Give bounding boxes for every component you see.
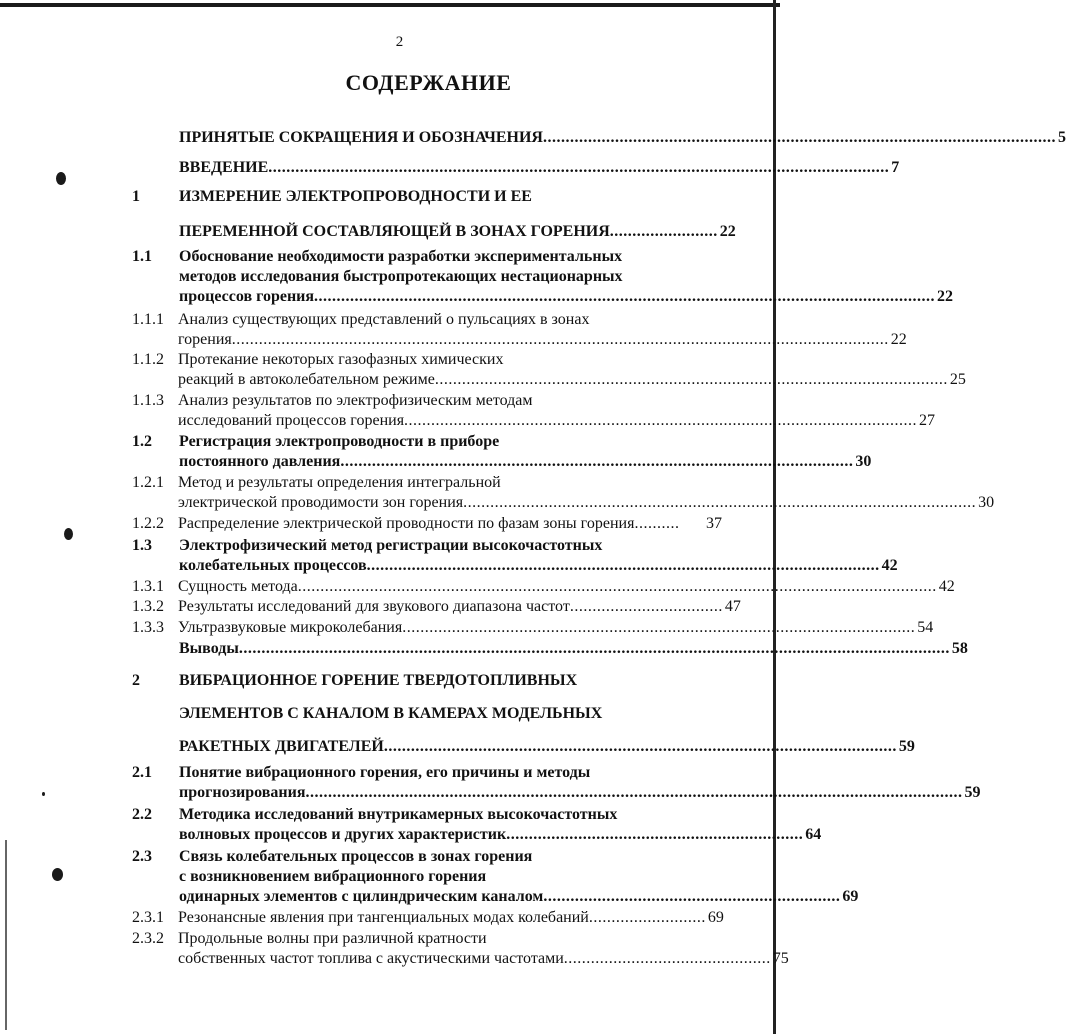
scan-edge-top	[0, 3, 780, 7]
toc-title-line: ПЕРЕМЕННОЙ СОСТАВЛЯЮЩЕЙ В ЗОНАХ ГОРЕНИЯ	[179, 223, 610, 240]
toc-leader-dots: ..........................................................................................................................................	[268, 159, 890, 176]
toc-title-line: ВИБРАЦИОННОЕ ГОРЕНИЕ ТВЕРДОТОПЛИВНЫХ	[179, 672, 578, 689]
scan-blot	[56, 172, 66, 185]
toc-page-number: 30	[978, 494, 995, 511]
toc-page-number: 22	[937, 288, 954, 305]
toc-entry[interactable]	[132, 847, 859, 907]
toc-page-number: 69	[842, 888, 859, 905]
toc-leader-dots: ..................................................................................................................	[402, 619, 916, 636]
toc-title-line: методов исследования быстропротекающих нестационарных	[179, 268, 623, 285]
toc-page-number: 5	[1057, 129, 1066, 146]
toc-page-number: 59	[964, 784, 981, 801]
toc-number: 1.3	[132, 537, 152, 554]
toc-entry[interactable]	[132, 180, 736, 248]
toc-number: 2	[132, 672, 140, 689]
toc-title-line: Выводы	[179, 640, 239, 657]
toc-page-number: 54	[917, 619, 934, 636]
scan-blot	[42, 792, 45, 796]
toc-number: 2.3.1	[132, 909, 164, 926]
toc-title-line: Связь колебательных процессов в зонах горения	[179, 848, 533, 865]
toc-leader-dots: ..................................................................................................................	[340, 453, 854, 470]
toc-page-number: 69	[707, 909, 724, 926]
toc-leader-dots: ..................................	[569, 598, 723, 615]
toc-leader-dots: ..............................................	[563, 950, 771, 967]
toc-page-number: 47	[724, 598, 741, 615]
toc-title-line: Ультразвуковые микроколебания	[178, 619, 403, 636]
toc-title-line: ЭЛЕМЕНТОВ С КАНАЛОМ В КАМЕРАХ МОДЕЛЬНЫХ	[179, 705, 603, 722]
toc-number: 1.3.2	[132, 598, 164, 615]
toc-number: 1.3.3	[132, 619, 164, 636]
toc-title-line: ВВЕДЕНИЕ	[179, 159, 269, 176]
toc-page-number: 7	[891, 159, 900, 176]
toc-title-line: Метод и результаты определения интегральной	[178, 474, 501, 491]
toc-leader-dots: ..................................................................................................................	[463, 494, 977, 511]
toc-title-line: ИЗМЕРЕНИЕ ЭЛЕКТРОПРОВОДНОСТИ И ЕЕ	[179, 188, 532, 205]
toc-page-number: 58	[951, 640, 968, 657]
toc-leader-dots: ..................................................................................................................	[383, 738, 897, 755]
page-title: СОДЕРЖАНИЕ	[345, 70, 512, 95]
toc-page-number: 42	[881, 557, 898, 574]
toc-entry[interactable]	[132, 805, 822, 845]
toc-title-line: Сущность метода	[178, 578, 298, 595]
toc-entry[interactable]	[132, 639, 968, 659]
toc-entry[interactable]	[132, 473, 995, 513]
toc-entry[interactable]	[132, 763, 981, 803]
toc-title-line: постоянного давления	[179, 453, 341, 470]
toc-title-line: процессов горения	[179, 288, 315, 305]
toc-leader-dots: ..........................................................................................................................................	[314, 288, 936, 305]
toc-entry[interactable]	[132, 310, 907, 350]
toc-title-line: электрической проводимости зон горения	[178, 494, 464, 511]
toc-page-number: 37	[706, 515, 722, 532]
toc-title-line: Продольные волны при различной кратности	[178, 930, 487, 947]
toc-entry[interactable]	[132, 618, 934, 638]
toc-title-line: колебательных процессов	[179, 557, 367, 574]
toc-leader-dots: ..........................	[588, 909, 706, 926]
toc-entry[interactable]	[132, 577, 955, 597]
toc-leader-dots: ..................................................................................................................	[542, 129, 1056, 146]
toc-number: 1.1.3	[132, 392, 164, 409]
toc-title-line: с возникновением вибрационного горения	[179, 868, 487, 885]
toc-title-line: Методика исследований внутрикамерных высокочастотных	[179, 806, 618, 823]
toc-title-line: Регистрация электропроводности в приборе	[179, 433, 500, 450]
toc-entry[interactable]	[132, 597, 741, 617]
toc-entry[interactable]	[132, 121, 1066, 154]
toc-title-line: исследований процессов горения	[178, 412, 405, 429]
toc-leader-dots: ..................................................................................................................................................	[231, 331, 889, 348]
toc-page-number: 25	[949, 371, 966, 388]
scan-edge-left	[5, 840, 7, 1030]
toc-entry[interactable]	[132, 247, 954, 307]
toc-entry[interactable]	[132, 536, 898, 576]
toc-number: 1	[132, 188, 140, 205]
toc-entry[interactable]	[132, 929, 789, 969]
toc-number: 2.1	[132, 764, 152, 781]
toc-page-number: 22	[890, 331, 907, 348]
toc-number: 1.1.1	[132, 311, 164, 328]
toc-leader-dots: ..................................................................................................................................................	[305, 784, 963, 801]
toc-title-line: собственных частот топлива с акустическими частотами	[178, 950, 564, 967]
toc-title-line: ПРИНЯТЫЕ СОКРАЩЕНИЯ И ОБОЗНАЧЕНИЯ	[179, 129, 543, 146]
toc-title-line: Электрофизический метод регистрации высокочастотных	[179, 537, 603, 554]
toc-title-line: Анализ существующих представлений о пульсациях в зонах	[178, 311, 590, 328]
toc-title-line: Анализ результатов по электрофизическим методам	[178, 392, 533, 409]
toc-number: 1.1	[132, 248, 152, 265]
toc-page-number: 22	[719, 223, 736, 240]
toc-title-line: горения	[178, 331, 232, 348]
toc-entry[interactable]	[132, 350, 966, 390]
toc-title-line: Обоснование необходимости разработки экспериментальных	[179, 248, 623, 265]
toc-number: 2.2	[132, 806, 152, 823]
toc-page-number: 30	[855, 453, 872, 470]
toc-title-line: Протекание некоторых газофазных химических	[178, 351, 504, 368]
toc-leader-dots: ..............................................................................................................................................	[297, 578, 937, 595]
scan-blot	[64, 528, 73, 540]
toc-leader-dots: ..........	[634, 515, 680, 532]
toc-entry[interactable]	[132, 664, 915, 763]
toc-number: 2.3.2	[132, 930, 164, 947]
toc-leader-dots: ........................	[609, 223, 718, 240]
toc-number: 1.1.2	[132, 351, 164, 368]
toc-title-line: прогнозирования	[179, 784, 306, 801]
toc-number: 1.2.1	[132, 474, 164, 491]
toc-entry[interactable]	[132, 908, 722, 928]
toc-leader-dots: ..................................................................................................................	[404, 412, 918, 429]
toc-page-number: 64	[805, 826, 822, 843]
toc-number: 1.3.1	[132, 578, 164, 595]
toc-entry[interactable]	[132, 391, 936, 431]
toc-title-line: Результаты исследований для звукового диапазона частот	[178, 598, 570, 615]
toc-page-number: 75	[772, 950, 789, 967]
toc-page-number: 42	[938, 578, 955, 595]
toc-page-number: 27	[919, 412, 936, 429]
toc-title-line: волновых процессов и других характеристик	[179, 826, 507, 843]
page-number: 2	[395, 34, 404, 50]
toc-number: 1.2	[132, 433, 152, 450]
toc-title-line: одинарных элементов с цилиндрическим каналом	[179, 888, 544, 905]
toc-title-line: Понятие вибрационного горения, его причины и методы	[179, 764, 591, 781]
toc-page-number: 59	[898, 738, 915, 755]
toc-leader-dots: ..................................................................................................................	[366, 557, 880, 574]
toc-number: 1.2.2	[132, 515, 164, 532]
toc-leader-dots: ..................................................................................................................	[434, 371, 948, 388]
toc-title-line: реакций в автоколебательном режиме	[178, 371, 435, 388]
toc-number: 2.3	[132, 848, 152, 865]
toc-title-line: РАКЕТНЫХ ДВИГАТЕЛЕЙ	[179, 738, 384, 755]
toc-leader-dots: ..............................................................................................................................................................	[238, 640, 950, 657]
toc-entry[interactable]	[132, 514, 722, 534]
toc-entry[interactable]	[132, 432, 872, 472]
toc-title-line: Распределение электрической проводности по фазам зоны горения	[178, 515, 635, 532]
toc-leader-dots: ..................................................................	[506, 826, 804, 843]
toc-leader-dots: ..................................................................	[543, 888, 841, 905]
toc-title-line: Резонансные явления при тангенциальных модах колебаний	[178, 909, 589, 926]
scan-blot	[52, 868, 63, 881]
